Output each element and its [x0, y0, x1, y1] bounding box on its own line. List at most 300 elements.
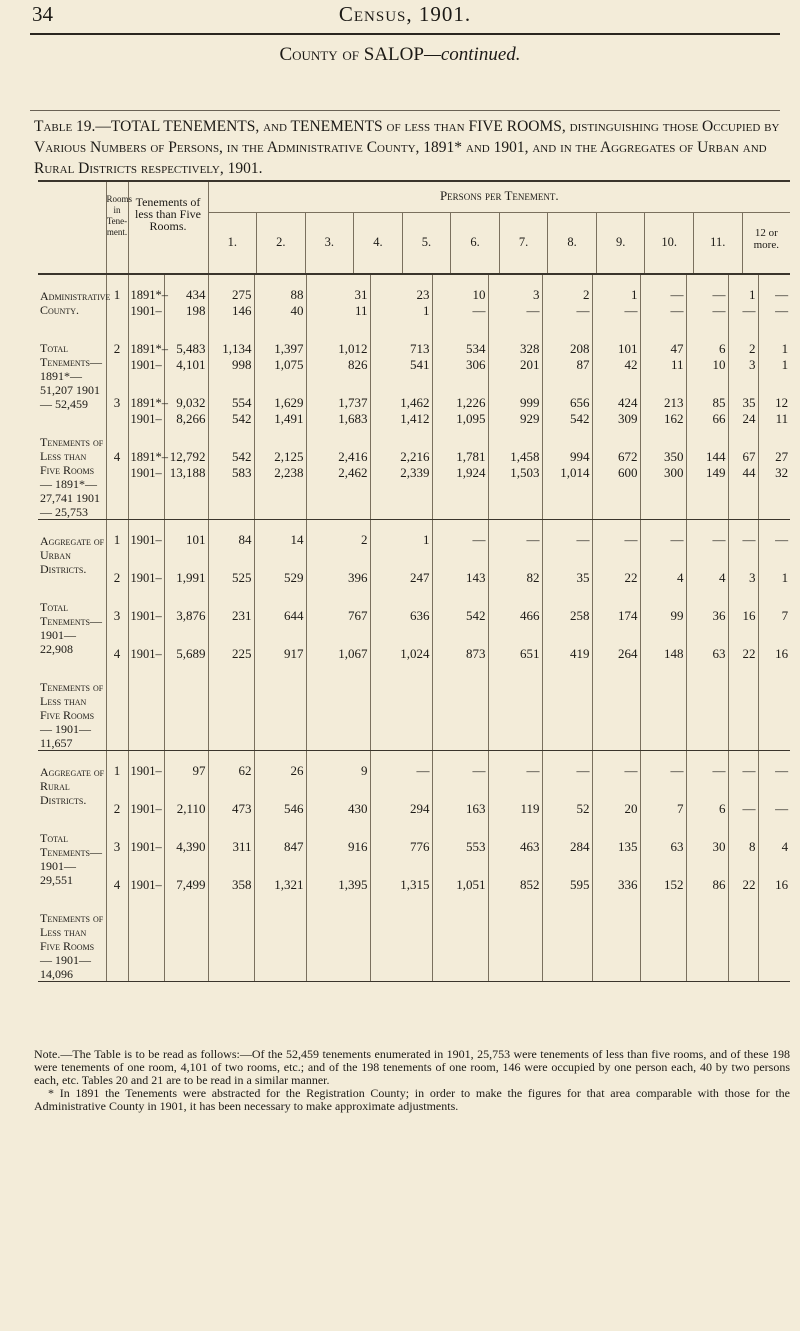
- spacer: [209, 275, 252, 287]
- persons-value: 311: [232, 839, 252, 854]
- persons-value: 553: [466, 839, 486, 854]
- persons-value: 231: [232, 608, 252, 623]
- room-value: 3: [113, 608, 121, 623]
- spacer: [641, 624, 684, 646]
- spacer: [593, 427, 638, 449]
- persons-value: —: [624, 532, 638, 547]
- spacer: [729, 481, 756, 503]
- spacer: [729, 548, 756, 570]
- rural-persons-12: [758, 751, 790, 982]
- spacer: [433, 275, 486, 287]
- persons-value: 1,412: [400, 411, 430, 426]
- spacer: [433, 751, 486, 763]
- admin-label: Total Tenements— 1891*— 51,207 1901— 52,459: [40, 341, 102, 411]
- rural-persons-6: [488, 751, 542, 982]
- spacer: [593, 751, 638, 763]
- persons-col-8: 8.: [548, 213, 597, 273]
- admin-persons-2: [254, 274, 306, 520]
- spacer: [165, 624, 206, 646]
- rural-description: [38, 751, 106, 982]
- spacer: [489, 624, 540, 646]
- persons-value: 148: [664, 646, 684, 661]
- total-value: 97: [192, 763, 206, 778]
- spacer: [255, 751, 304, 763]
- spacer: [209, 373, 252, 395]
- persons-value: 656: [570, 395, 590, 410]
- spacer: [543, 893, 590, 915]
- year-label: 1901–: [130, 802, 162, 816]
- year-label: 1901–: [130, 840, 162, 854]
- persons-value: —: [712, 532, 726, 547]
- spacer: [687, 481, 726, 503]
- persons-value: —: [742, 303, 756, 318]
- persons-value: 1,067: [338, 646, 368, 661]
- spacer: [759, 319, 789, 341]
- persons-value: 10: [472, 287, 486, 302]
- persons-per-tenement-header: [208, 181, 790, 274]
- persons-value: 2: [361, 532, 368, 547]
- spacer: [593, 779, 638, 801]
- spacer: [307, 319, 368, 341]
- persons-value: 24: [742, 411, 756, 426]
- persons-value: 20: [624, 801, 638, 816]
- spacer: [307, 520, 368, 532]
- persons-value: 63: [712, 646, 726, 661]
- persons-value: 419: [570, 646, 590, 661]
- spacer: [131, 855, 164, 877]
- spacer: [593, 624, 638, 646]
- persons-value: —: [624, 303, 638, 318]
- persons-value: 11: [670, 357, 684, 372]
- spacer: [759, 427, 789, 449]
- persons-value: —: [526, 532, 540, 547]
- total-value: 5,689: [176, 646, 206, 661]
- spacer: [729, 751, 756, 763]
- persons-value: 143: [466, 570, 486, 585]
- persons-value: —: [742, 763, 756, 778]
- admin-rooms: [106, 274, 128, 520]
- spacer: [371, 855, 430, 877]
- admin-persons-9: [640, 274, 686, 520]
- persons-value: —: [742, 801, 756, 816]
- persons-value: 16: [775, 877, 789, 892]
- spacer: [371, 548, 430, 570]
- spacer: [543, 779, 590, 801]
- admin-years: [128, 274, 168, 520]
- spacer: [371, 893, 430, 915]
- persons-value: 149: [706, 465, 726, 480]
- tenements-header: Tenements of less than Five Rooms.: [128, 181, 208, 274]
- persons-value: 84: [238, 532, 252, 547]
- persons-col-10: 10.: [645, 213, 694, 273]
- total-value: 4,101: [176, 357, 206, 372]
- persons-value: 430: [348, 801, 368, 816]
- spacer: [641, 481, 684, 503]
- spacer: [687, 855, 726, 877]
- persons-value: 1: [781, 570, 789, 585]
- spacer: [107, 319, 128, 341]
- urban-persons-1: [208, 520, 254, 751]
- urban-persons-4: [370, 520, 432, 751]
- persons-value: 3: [533, 287, 540, 302]
- persons-value: 82: [526, 570, 540, 585]
- year-label: 1901–: [130, 358, 162, 372]
- rooms-header: Rooms in Tene-ment.: [106, 181, 128, 274]
- persons-value: 35: [576, 570, 590, 585]
- spacer: [593, 586, 638, 608]
- urban-description: [38, 520, 106, 751]
- persons-value: —: [472, 763, 486, 778]
- persons-value: 22: [624, 570, 638, 585]
- persons-value: 2: [583, 287, 590, 302]
- spacer: [729, 427, 756, 449]
- year-label: 1901–: [130, 647, 162, 661]
- spacer: [107, 427, 128, 449]
- spacer: [209, 481, 252, 503]
- spacer: [131, 817, 164, 839]
- spacer: [131, 520, 164, 532]
- persons-value: 31: [354, 287, 368, 302]
- spacer: [107, 751, 128, 763]
- spacer: [641, 662, 684, 684]
- admin-persons-6: [488, 274, 542, 520]
- spacer: [489, 751, 540, 763]
- persons-value: 119: [520, 801, 540, 816]
- spacer: [687, 817, 726, 839]
- total-value: 3,876: [176, 608, 206, 623]
- year-label: 1901–: [130, 412, 162, 426]
- persons-value: 534: [466, 341, 486, 356]
- persons-value: —: [712, 303, 726, 318]
- persons-value: 1,491: [274, 411, 304, 426]
- spacer: [759, 893, 789, 915]
- persons-value: —: [742, 532, 756, 547]
- persons-value: 35: [742, 395, 756, 410]
- persons-value: 636: [410, 608, 430, 623]
- persons-col-9: 9.: [597, 213, 646, 273]
- spacer: [209, 751, 252, 763]
- persons-value: —: [712, 763, 726, 778]
- spacer: [489, 481, 540, 503]
- persons-value: 36: [712, 608, 726, 623]
- total-value: 5,483: [176, 341, 206, 356]
- spacer: [165, 548, 206, 570]
- persons-value: 264: [618, 646, 638, 661]
- persons-value: 99: [670, 608, 684, 623]
- persons-value: 2,462: [338, 465, 368, 480]
- persons-value: 1,012: [338, 341, 368, 356]
- urban-row: [38, 520, 790, 751]
- spacer: [641, 586, 684, 608]
- spacer: [543, 586, 590, 608]
- urban-persons-12: [758, 520, 790, 751]
- spacer: [371, 817, 430, 839]
- year-label: 1901–: [130, 304, 162, 318]
- persons-value: 258: [570, 608, 590, 623]
- year-label: 1891*–: [130, 288, 168, 302]
- persons-value: 2,125: [274, 449, 304, 464]
- year-label: 1901–: [130, 533, 162, 547]
- spacer: [759, 373, 789, 395]
- spacer: [131, 548, 164, 570]
- urban-persons-8: [592, 520, 640, 751]
- persons-value: 213: [664, 395, 684, 410]
- spacer: [209, 586, 252, 608]
- spacer: [543, 481, 590, 503]
- persons-value: 22: [742, 646, 756, 661]
- spacer: [489, 275, 540, 287]
- rural-persons-9: [640, 751, 686, 982]
- persons-value: 767: [348, 608, 368, 623]
- spacer: [255, 893, 304, 915]
- spacer: [489, 817, 540, 839]
- persons-value: 16: [775, 646, 789, 661]
- spacer: [641, 817, 684, 839]
- spacer: [131, 662, 164, 684]
- spacer: [307, 548, 368, 570]
- spacer: [255, 779, 304, 801]
- persons-value: 4: [781, 839, 789, 854]
- spacer: [729, 275, 756, 287]
- spacer: [641, 548, 684, 570]
- spacer: [489, 662, 540, 684]
- rural-label: Aggregate of Rural Districts.: [40, 765, 105, 807]
- spacer: [543, 662, 590, 684]
- spacer: [489, 779, 540, 801]
- spacer: [489, 520, 540, 532]
- room-value: [107, 357, 128, 373]
- spacer: [107, 855, 128, 877]
- persons-value: 583: [232, 465, 252, 480]
- persons-value: 40: [290, 303, 304, 318]
- total-value: 9,032: [176, 395, 206, 410]
- persons-value: —: [526, 303, 540, 318]
- year-label: 1901–: [130, 878, 162, 892]
- spacer: [255, 319, 304, 341]
- spacer: [759, 520, 789, 532]
- urban-label: Total Tenements— 1901— 22,908: [40, 600, 102, 656]
- spacer: [307, 779, 368, 801]
- spacer: [433, 779, 486, 801]
- urban-persons-10: [686, 520, 728, 751]
- persons-value: 66: [712, 411, 726, 426]
- persons-value: 1,629: [274, 395, 304, 410]
- persons-value: 1,024: [400, 646, 430, 661]
- urban-persons-5: [432, 520, 488, 751]
- spacer: [165, 319, 206, 341]
- spacer: [593, 373, 638, 395]
- spacer: [307, 751, 368, 763]
- spacer: [593, 548, 638, 570]
- spacer: [641, 893, 684, 915]
- room-value: 1: [113, 532, 121, 547]
- persons-value: 1: [631, 287, 638, 302]
- spacer: [641, 779, 684, 801]
- spacer: [543, 373, 590, 395]
- spacer: [543, 855, 590, 877]
- spacer: [131, 481, 164, 503]
- persons-value: 284: [570, 839, 590, 854]
- total-value: 7,499: [176, 877, 206, 892]
- persons-value: 86: [712, 877, 726, 892]
- admin-totals: [164, 274, 208, 520]
- year-label: 1901–: [130, 466, 162, 480]
- persons-value: 542: [466, 608, 486, 623]
- spacer: [641, 855, 684, 877]
- persons-value: 1,462: [400, 395, 430, 410]
- persons-value: 85: [712, 395, 726, 410]
- spacer: [131, 751, 164, 763]
- year-label: 1891*–: [130, 396, 168, 410]
- persons-value: 174: [618, 608, 638, 623]
- persons-value: 11: [775, 411, 789, 426]
- persons-value: 1,781: [456, 449, 486, 464]
- spacer: [107, 520, 128, 532]
- persons-value: 873: [466, 646, 486, 661]
- persons-value: 1: [423, 303, 430, 318]
- persons-value: 1,395: [338, 877, 368, 892]
- persons-value: —: [775, 801, 789, 816]
- persons-value: 12: [775, 395, 789, 410]
- persons-col-11: 11.: [694, 213, 743, 273]
- room-value: 1: [113, 763, 121, 778]
- urban-persons-7: [542, 520, 592, 751]
- total-value: 12,792: [169, 449, 206, 464]
- spacer: [433, 481, 486, 503]
- persons-value: 2,216: [400, 449, 430, 464]
- persons-value: 847: [284, 839, 304, 854]
- persons-value: 294: [410, 801, 430, 816]
- persons-value: 541: [410, 357, 430, 372]
- persons-value: 135: [618, 839, 638, 854]
- spacer: [255, 427, 304, 449]
- persons-value: 14: [290, 532, 304, 547]
- admin-persons-8: [592, 274, 640, 520]
- spacer: [759, 751, 789, 763]
- spacer: [433, 624, 486, 646]
- spacer: [131, 624, 164, 646]
- admin-persons-5: [432, 274, 488, 520]
- persons-value: 1,014: [560, 465, 590, 480]
- notes: [34, 1048, 790, 1113]
- persons-col-1: 1.: [209, 213, 258, 273]
- persons-col-4: 4.: [354, 213, 403, 273]
- persons-value: 1,051: [456, 877, 486, 892]
- spacer: [371, 319, 430, 341]
- persons-value: 225: [232, 646, 252, 661]
- spacer: [165, 893, 206, 915]
- room-value: [107, 411, 128, 427]
- footnote: * In 1891 the Tenements were abstracted for the Registration County; in order to make the figures for that area comparable with those for the Administrative County in 1901, it has been necessary to make approximate adjustments.: [34, 1086, 790, 1113]
- rural-label: Total Tenements— 1901— 29,551: [40, 831, 102, 887]
- persons-value: —: [416, 763, 430, 778]
- persons-value: 11: [354, 303, 368, 318]
- total-value: 434: [186, 287, 206, 302]
- spacer: [209, 624, 252, 646]
- persons-value: 776: [410, 839, 430, 854]
- spacer: [255, 817, 304, 839]
- spacer: [433, 817, 486, 839]
- persons-value: —: [526, 763, 540, 778]
- admin-persons-12: [758, 274, 790, 520]
- persons-value: 208: [570, 341, 590, 356]
- urban-persons-11: [728, 520, 758, 751]
- persons-value: 466: [520, 608, 540, 623]
- spacer: [307, 586, 368, 608]
- spacer: [729, 855, 756, 877]
- persons-value: —: [670, 287, 684, 302]
- urban-persons-9: [640, 520, 686, 751]
- spacer: [165, 817, 206, 839]
- persons-value: 3: [749, 570, 756, 585]
- rural-persons-7: [542, 751, 592, 982]
- spacer: [543, 817, 590, 839]
- persons-value: 101: [618, 341, 638, 356]
- rural-row: [38, 751, 790, 982]
- admin-labels: [40, 289, 111, 519]
- persons-value: 336: [618, 877, 638, 892]
- persons-value: 350: [664, 449, 684, 464]
- spacer: [165, 855, 206, 877]
- spacer: [165, 520, 206, 532]
- spacer: [209, 893, 252, 915]
- admin-persons-10: [686, 274, 728, 520]
- persons-value: 163: [466, 801, 486, 816]
- spacer: [209, 662, 252, 684]
- spacer: [543, 751, 590, 763]
- spacer: [209, 855, 252, 877]
- spacer: [433, 586, 486, 608]
- spacer: [209, 427, 252, 449]
- persons-value: 201: [520, 357, 540, 372]
- persons-value: 44: [742, 465, 756, 480]
- admin-county-section: [38, 274, 790, 520]
- spacer: [687, 893, 726, 915]
- persons-value: 144: [706, 449, 726, 464]
- persons-value: —: [670, 763, 684, 778]
- rural-persons-2: [254, 751, 306, 982]
- admin-label: Tenements of Less than Five Rooms— 1891*— 27,741 1901— 25,753: [40, 435, 104, 519]
- spacer: [165, 662, 206, 684]
- spacer: [593, 275, 638, 287]
- persons-value: 1,683: [338, 411, 368, 426]
- rural-persons-5: [432, 751, 488, 982]
- spacer: [131, 779, 164, 801]
- total-value: 1,991: [176, 570, 206, 585]
- total-value: 101: [186, 532, 206, 547]
- persons-col-5: 5.: [403, 213, 452, 273]
- persons-value: —: [775, 532, 789, 547]
- spacer: [729, 319, 756, 341]
- persons-value: 396: [348, 570, 368, 585]
- persons-col-3: 3.: [306, 213, 355, 273]
- spacer: [107, 779, 128, 801]
- title-rule: [30, 110, 780, 111]
- persons-col-12: 12 or more.: [753, 227, 779, 251]
- spacer: [131, 427, 164, 449]
- room-value: [107, 465, 128, 481]
- spacer: [165, 275, 206, 287]
- total-value: 4,390: [176, 839, 206, 854]
- persons-value: 27: [775, 449, 789, 464]
- persons-value: 473: [232, 801, 252, 816]
- year-label: 1901–: [130, 609, 162, 623]
- spacer: [543, 548, 590, 570]
- spacer: [489, 548, 540, 570]
- persons-value: 62: [238, 763, 252, 778]
- year-label: 1901–: [130, 571, 162, 585]
- persons-value: —: [670, 303, 684, 318]
